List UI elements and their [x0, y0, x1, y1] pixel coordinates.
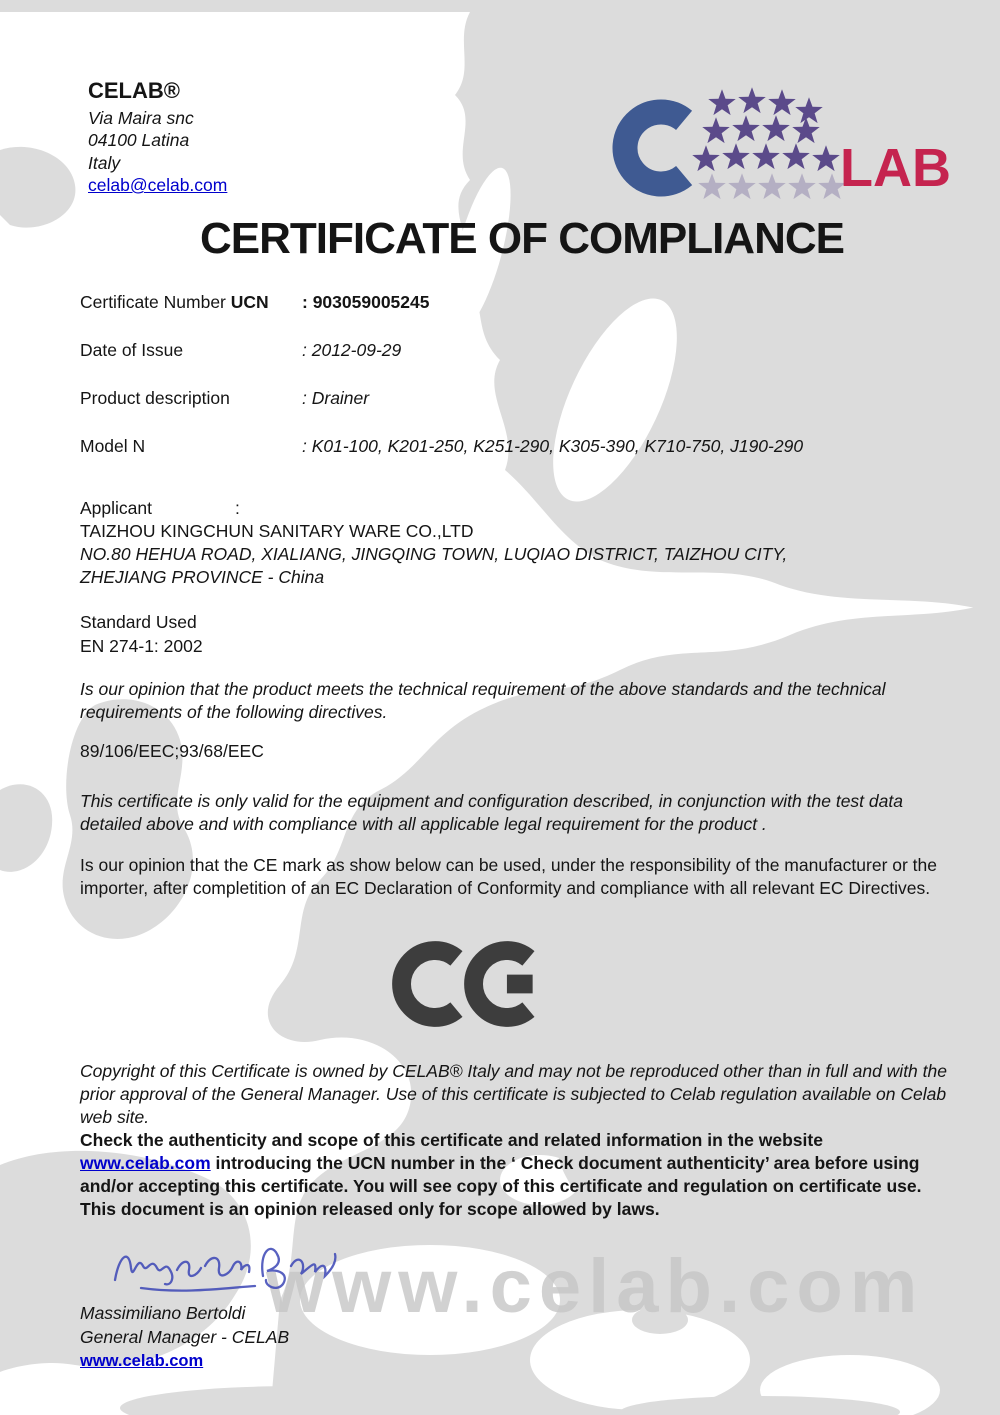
ce-mark-icon [392, 936, 555, 1032]
issuer-company-name: CELAB® [88, 78, 180, 103]
signatory-block [80, 1302, 289, 1374]
issuer-address-line: 04100 Latina [88, 130, 190, 150]
logo-lab-text: LAB [840, 138, 951, 198]
applicant-address-line: NO.80 HEHUA ROAD, XIALIANG, JINGQING TOWN, LUQIAO DISTRICT, TAIZHOU CITY, [80, 544, 788, 564]
applicant-name: TAIZHOU KINGCHUN SANITARY WARE CO.,LTD [80, 521, 474, 541]
celab-website-link[interactable]: www.celab.com [80, 1153, 211, 1173]
authenticity-paragraph [80, 1129, 948, 1221]
signatory-role: General Manager - CELAB [80, 1326, 290, 1347]
certificate-number-label: Certificate Number [80, 292, 226, 312]
signatory-name: Massimiliano Bertoldi [80, 1303, 246, 1323]
authenticity-text-after: introducing the UCN number in the ‘ Check document authenticity’ area before using and/or accepting this certificate. You will see copy of this certificate and regulation on certificate use. This document is an opinion released only for scope allowed by laws. [80, 1153, 922, 1219]
opinion-paragraph: Is our opinion that the product meets the technical requirement of the above standards and the technical requirements of the following directives. [80, 679, 886, 722]
logo-star-cluster [692, 87, 846, 199]
certificate-number-row [80, 292, 960, 313]
standard-used-label: Standard Used [80, 612, 197, 632]
issuer-address-line: Via Maira snc [88, 107, 194, 128]
standard-used-section [80, 610, 203, 658]
issuer-email-link[interactable]: celab@celab.com [88, 175, 228, 195]
ucn-label: UCN [230, 292, 269, 312]
celab-logo [598, 86, 978, 216]
footer-website-link[interactable]: www.celab.com [80, 1352, 204, 1370]
copyright-paragraph: Copyright of this Certificate is owned by CELAB® Italy and may not be reproduced other than in full and with the prior approval of the General Manager. Use of this certificate is subjected to Celab regulation available on Celab web site. [80, 1061, 947, 1127]
ce-opinion-paragraph: Is our opinion that the CE mark as show below can be used, under the responsibility of the manufacturer or the importer, after completition of an EC Declaration of Conformity and compliance with all relevant EC Directives. [80, 855, 938, 898]
authenticity-text-before: Check the authenticity and scope of this certificate and related information in the website [80, 1130, 823, 1150]
issuer-address-block [88, 80, 227, 197]
model-value: : K01-100, K201-250, K251-290, K305-390, K710-750, J190-290 [302, 436, 804, 456]
page-title: CERTIFICATE OF COMPLIANCE [200, 214, 844, 263]
certificate-number-value: : 903059005245 [302, 292, 430, 312]
applicant-address-line: ZHEJIANG PROVINCE - China [80, 567, 325, 587]
date-of-issue-row [80, 340, 960, 361]
applicant-colon: : [235, 498, 240, 518]
date-of-issue-label: Date of Issue [80, 340, 184, 360]
signature [105, 1236, 355, 1298]
certificate-details [80, 292, 960, 484]
directives-paragraph: 89/106/EEC;93/68/EEC [80, 741, 264, 761]
validity-paragraph: This certificate is only valid for the equipment and configuration described, in conjunction with the test data detailed above and with compliance with all applicable legal requirement for the product . [80, 791, 903, 834]
celab-watermark: www.celab.com [266, 1244, 925, 1329]
product-description-value: : Drainer [302, 388, 370, 408]
standard-used-value: EN 274-1: 2002 [80, 636, 203, 656]
logo-c-mark [610, 97, 711, 198]
product-description-row [80, 388, 960, 409]
issuer-address-line: Italy [88, 152, 121, 173]
applicant-section [80, 497, 960, 589]
date-of-issue-value: : 2012-09-29 [302, 340, 402, 360]
model-row [80, 436, 960, 457]
product-description-label: Product description [80, 388, 230, 408]
applicant-label: Applicant [80, 498, 152, 518]
model-label: Model N [80, 436, 146, 456]
